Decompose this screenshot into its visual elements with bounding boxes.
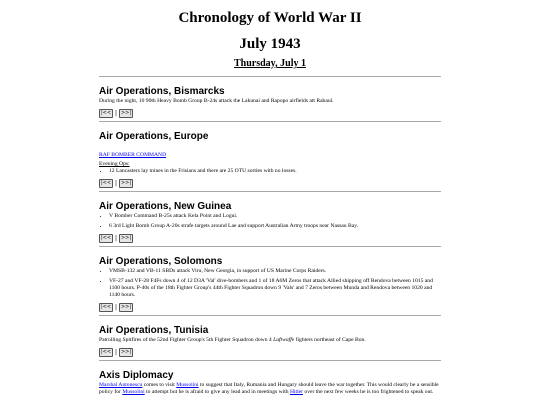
section-axis-diplomacy — [99, 370, 441, 396]
section-nav — [99, 179, 441, 187]
double-right-chevron-icon[interactable]: >>| — [120, 109, 132, 116]
marshal-antonescu-link[interactable]: Marshal Antonescu — [99, 382, 143, 388]
mussolini-link[interactable]: Mussolini — [122, 389, 145, 395]
double-left-chevron-icon[interactable]: |<< — [100, 109, 112, 116]
hitler-link[interactable]: Hitler — [289, 389, 304, 395]
nav-separator: | — [115, 234, 118, 242]
bullet-list — [99, 268, 441, 299]
raf-bomber-command-link[interactable]: RAF BOMBER COMMAND — [99, 152, 167, 158]
bullet-list — [99, 168, 441, 175]
text-part: over the next few weeks he is too frightened to speak out. — [303, 389, 434, 395]
italic-text: Luftwaffe — [273, 337, 295, 343]
section-nav — [99, 303, 441, 311]
list-item: • VF-27 and VF-28 F4Fs down 4 of 12 D3A 'Val' dive-bombers and 1 of 18 A6M Zeros that attack Allied shipping off Rendova between 1015 and 1100 hours. P-40s of the 18th Fighter Group's 44th Fighter Squadron down 9 'Vals' and 7 Zeros between Munda and Rendova between 1020 and 1140 hours. — [109, 278, 441, 299]
double-right-chevron-icon[interactable]: >>| — [120, 179, 132, 186]
nav-separator: | — [115, 348, 118, 356]
text-part: comes to visit — [142, 382, 177, 388]
section-heading: Air Operations, Solomons — [99, 256, 223, 267]
double-left-chevron-icon[interactable]: |<< — [100, 179, 112, 186]
content — [99, 86, 441, 396]
list-item: • VMSB-132 and VB-11 SBDs attack Viru, New Georgia, in support of US Marine Corps Raiders. — [109, 268, 441, 275]
page-title: Chronology of World War II — [178, 10, 362, 26]
double-left-chevron-icon[interactable]: |<< — [100, 234, 112, 241]
section-air-ops-europe — [99, 131, 441, 192]
section-text — [99, 337, 441, 344]
month-title: July 1943 — [239, 36, 301, 52]
section-divider — [99, 360, 441, 361]
section-nav — [99, 109, 441, 117]
section-divider — [99, 315, 441, 316]
header-divider — [99, 76, 441, 77]
section-heading: Air Operations, Tunisia — [99, 325, 209, 336]
nav-separator: | — [115, 109, 118, 117]
text-part: Patrolling Spitfires of the 52nd Fighter Group's 5th Fighter Squadron down 4 — [99, 337, 274, 343]
section-heading: Air Operations, Europe — [99, 131, 209, 142]
section-divider — [99, 121, 441, 122]
list-item: • 6 3rd Light Bomb Group A-20s strafe targets around Lae and support Australian Army troops near Nassau Bay. — [109, 223, 441, 230]
double-right-chevron-icon[interactable]: >>| — [120, 348, 132, 355]
section-nav — [99, 348, 441, 356]
double-right-chevron-icon[interactable]: >>| — [120, 234, 132, 241]
section-divider — [99, 246, 441, 247]
section-heading: Air Operations, Bismarcks — [99, 86, 225, 97]
mussolini-link[interactable]: Mussolini — [176, 382, 199, 388]
section-air-ops-new-guinea — [99, 201, 441, 247]
nav-separator: | — [115, 179, 118, 187]
double-left-chevron-icon[interactable]: |<< — [100, 348, 112, 355]
bullet-list — [99, 213, 441, 230]
day-title: Thursday, July 1 — [234, 58, 306, 69]
section-heading: Axis Diplomacy — [99, 370, 174, 381]
section-heading: Air Operations, New Guinea — [99, 201, 232, 212]
list-item: • V Bomber Command B-25s attack Kela Point and Logui. — [109, 213, 441, 220]
double-right-chevron-icon[interactable]: >>| — [120, 303, 132, 310]
text-part: fighters northeast of Cape Bon. — [294, 337, 366, 343]
nav-separator: | — [115, 303, 118, 311]
section-air-ops-solomons — [99, 256, 441, 316]
double-left-chevron-icon[interactable]: |<< — [100, 303, 112, 310]
section-air-ops-bismarcks — [99, 86, 441, 122]
text-part: to attempt but he is afraid to give any lead and in meetings with — [144, 389, 290, 395]
text-part: to suggest that Italy, Rumania and Hungary should leave the war together. This would clearly be a sensible policy for — [99, 382, 439, 395]
section-text — [99, 382, 441, 396]
evening-ops-label: Evening Ops: — [99, 161, 130, 167]
section-air-ops-tunisia — [99, 325, 441, 361]
list-item: • 12 Lancasters lay mines in the Frisians and there are 25 OTU sorties with no losses. — [109, 168, 441, 175]
section-divider — [99, 191, 441, 192]
section-text: During the night, 10 90th Heavy Bomb Group B-24s attack the Lakunai and Rapopo airfields att Rabaul. — [99, 98, 334, 104]
section-nav — [99, 234, 441, 242]
